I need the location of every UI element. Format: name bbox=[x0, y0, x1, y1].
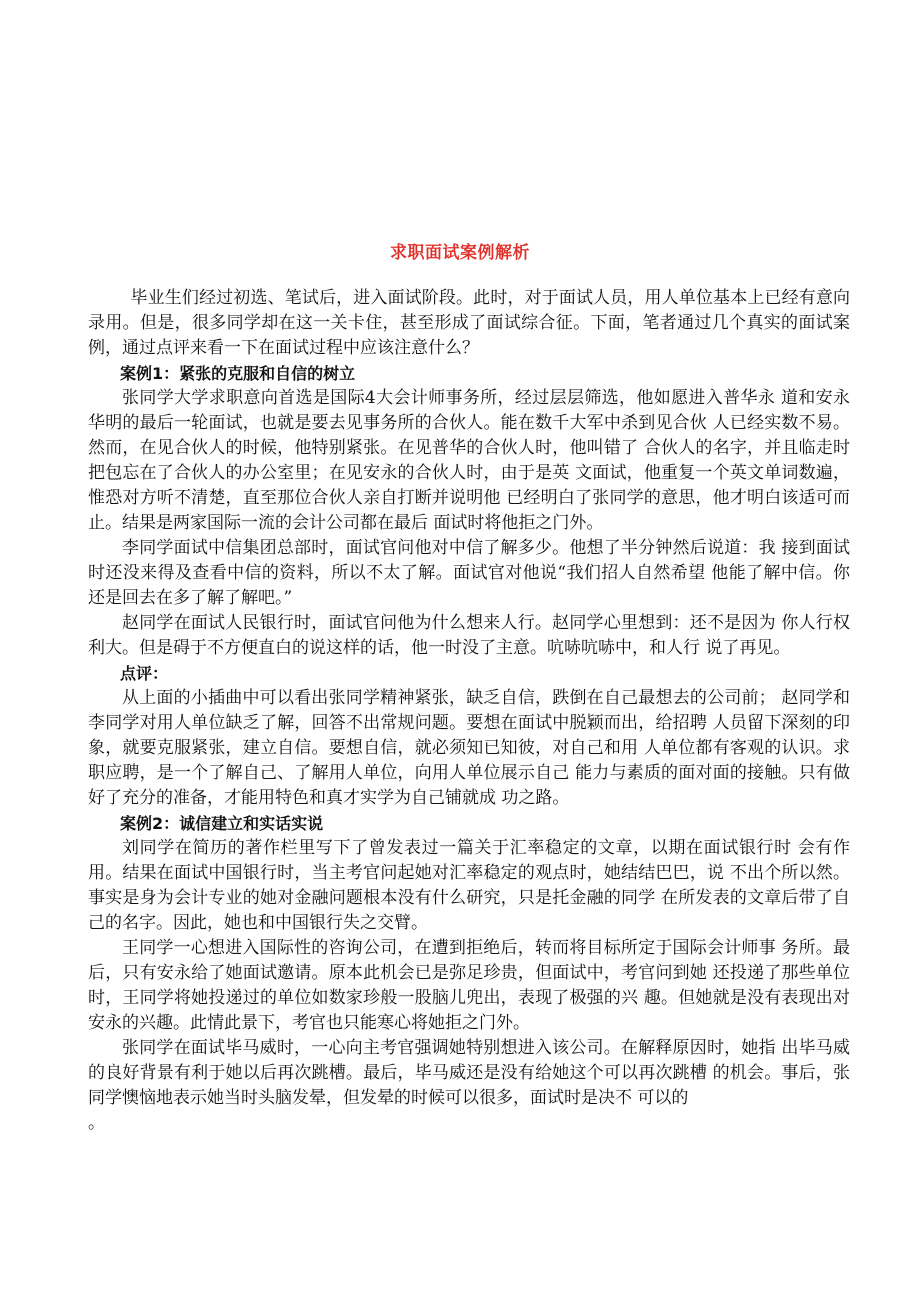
case1-heading: 案例1：紧张的克服和自信的树立 bbox=[120, 364, 356, 383]
document-title: 求职面试案例解析 bbox=[390, 243, 530, 263]
case1-paragraph-2: 李同学面试中信集团总部时，面试官问他对中信了解多少。他想了半分钟然后说道：我 接到面试时还没来得及查看中信的资料，所以不太了解。面试官对他说“我们招人自然希望 他能了解中信。你还是回去在多了解了解吧。” bbox=[88, 538, 850, 608]
document-body bbox=[88, 286, 850, 1136]
case1-paragraph-1: 张同学大学求职意向首选是国际4大会计师事务所，经过层层筛选，他如愿进入普华永 道和安永华明的最后一轮面试，也就是要去见事务所的合伙人。能在数千大军中杀到见合伙 人已经实数不易。然而，在见合伙人的时候，他特别紧张。在见普华的合伙人时，他叫错了 合伙人的名字，并且临走时把包忘在了合伙人的办公室里；在见安永的合伙人时，由于是英 文面试，他重复一个英文单词数遍，惟恐对方听不清楚，直至那位合伙人亲自打断并说明他 已经明白了张同学的意思，他才明白该适可而止。结果是两家国际一流的会计公司都在最后 面试时将他拒之门外。 bbox=[88, 388, 850, 533]
case2-paragraph-2: 王同学一心想进入国际性的咨询公司，在遭到拒绝后，转而将目标所定于国际会计师事 务所。最后，只有安永给了她面试邀请。原本此机会已是弥足珍贵，但面试中，考官问到她 还投递了那些单位时，王同学将她投递过的单位如数家珍般一股脑儿兜出，表现了极强的兴 趣。但她就是没有表现出对安永的兴趣。此情此景下，考官也只能寒心将她拒之门外。 bbox=[88, 938, 850, 1033]
case2-heading: 案例2：诚信建立和实话实说 bbox=[120, 814, 324, 833]
case2-paragraph-3: 张同学在面试毕马威时，一心向主考官强调她特别想进入该公司。在解释原因时，她指 出毕马威的良好背景有利于她以后再次跳槽。最后，毕马威还是没有给她这个可以再次跳槽 的机会。事后，张同学懊恼地表示她当时头脑发晕，但发晕的时候可以很多，面试时是决不 可以的 bbox=[88, 1038, 850, 1108]
case2-trailing-period: 。 bbox=[88, 1113, 105, 1133]
case1-paragraph-3: 赵同学在面试人民银行时，面试官问他为什么想来人行。赵同学心里想到：还不是因为 你人行权利大。但是碍于不方便直白的说这样的话，他一时没了主意。吭哧吭哧中，和人行 说了再见。 bbox=[88, 613, 850, 658]
case2-paragraph-1: 刘同学在简历的著作栏里写下了曾发表过一篇关于汇率稳定的文章，以期在面试银行时 会有作用。结果在面试中国银行时，当主考官问起她对汇率稳定的观点时，她结结巴巴，说 不出个所以然。事实是身为会计专业的她对金融问题根本没有什么研究，只是托金融的同学 在所发表的文章后带了自己的名字。因此，她也和中国银行失之交臂。 bbox=[88, 838, 850, 933]
comment-paragraph: 从上面的小插曲中可以看出张同学精神紧张，缺乏自信，跌倒在自己最想去的公司前； 赵同学和李同学对用人单位缺乏了解，回答不出常规问题。要想在面试中脱颖而出，给招聘 人员留下深刻的印象，就要克服紧张，建立自信。要想自信，就必须知已知彼，对自己和用 人单位都有客观的认识。求职应聘，是一个了解自己、了解用人单位，向用人单位展示自己 能力与素质的面对面的接触。只有做好了充分的准备，才能用特色和真才实学为自己铺就成 功之路。 bbox=[88, 688, 850, 808]
intro-paragraph: 毕业生们经过初选、笔试后，进入面试阶段。此时，对于面试人员，用人单位基本上已经有意向录用。但是，很多同学却在这一关卡住，甚至形成了面试综合征。下面，笔者通过几个真实的面试案例，通过点评来看一下在面试过程中应该注意什么？ bbox=[88, 288, 850, 358]
comment-heading: 点评： bbox=[120, 664, 169, 683]
